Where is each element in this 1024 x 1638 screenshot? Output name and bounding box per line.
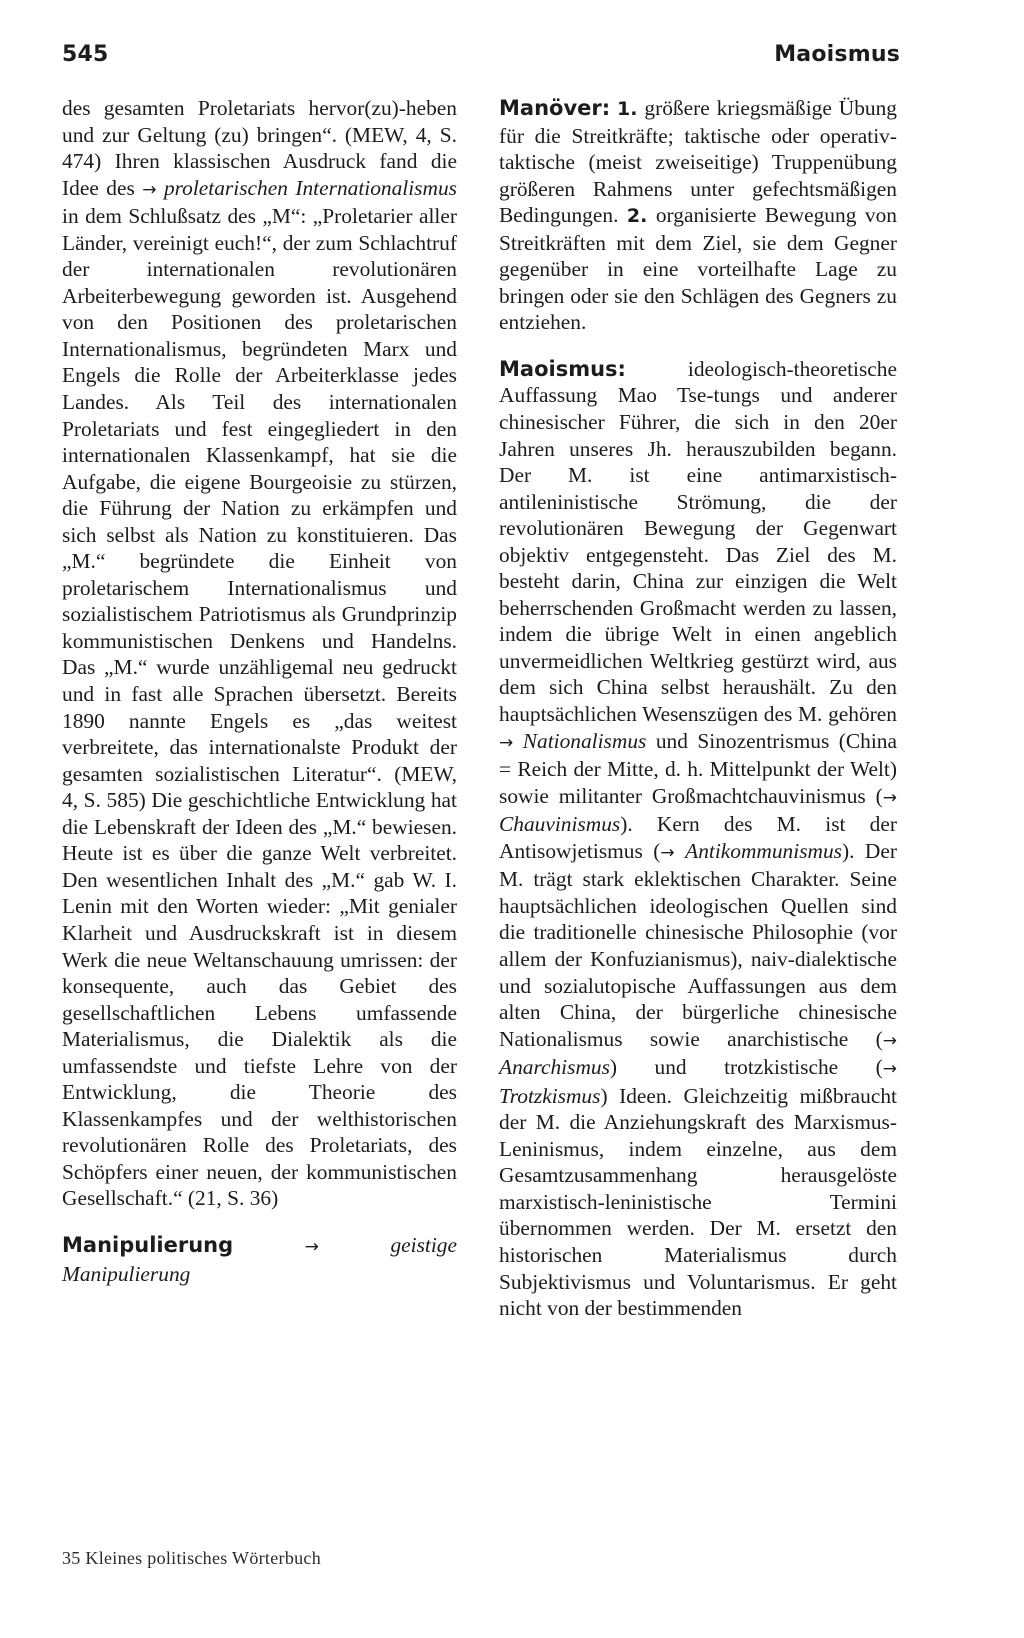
cross-reference-arrow-icon: →: [882, 1030, 897, 1051]
body-text: und Sinozentrismus (China = Reich der Mitte, d. h. Mittelpunkt der Welt) sowie militanter Großmachtchauvinismus (: [499, 728, 897, 808]
cross-reference-arrow-icon: →: [142, 179, 157, 200]
body-text: des gesamten Proletariats hervor(zu)-heben und zur Geltung (zu) bringen“. (MEW, 4, S. 474) Ihren klassischen Ausdruck fand die Idee des: [62, 96, 457, 200]
cross-reference-link[interactable]: Antikommunismus: [685, 838, 842, 863]
cross-reference-link[interactable]: geistige Manipulierung: [62, 1232, 457, 1286]
cross-reference-arrow-icon: →: [882, 1059, 897, 1080]
cross-reference-link[interactable]: Anarchismus: [499, 1055, 610, 1080]
body-text: in dem Schlußsatz des „M“: „Proletarier aller Länder, vereinigt euch!“, der zum Schlachtruf der internationalen revolutionären Arbeiterbewegung geworden ist. Ausgehend von den Positionen des proletarischen Internationalismus, begründeten Marx und Engels die Rolle der Arbeiterklasse jedes Landes. Als Teil des internationalen Proletariats und fest eingegliedert in den internationalen Klassenkampf, hat sie die Aufgabe, die eigene Bourgeoisie zu stürzen, die Führung der Nation zu erkämpfen und sich selbst als Nation zu konstituieren. Das „M.“ begründete die Einheit von proletarischem Internationalismus und sozialistischem Patriotismus als Grundprinzip kommunistischen Denkens und Handelns. Das „M.“ wurde unzähligemal neu gedruckt und in fast alle Sprachen übersetzt. Bereits 1890 nannte Engels es „das weitest verbreitete, das internationalste Produkt der gesamten sozialistischen Literatur“. (MEW, 4, S. 585) Die geschichtliche Entwicklung hat die Lebenskraft der Ideen des „M.“ bewiesen. Heute ist es über die ganze Welt verbreitet. Den wesentlichen Inhalt des „M.“ gab W. I. Lenin mit den Worten wieder: „Mit genialer Klarheit und Ausdruckskraft ist in diesem Werk die neue Weltanschauung umrissen: der konsequente, auch das Gebiet des gesellschaftlichen Lebens umfassende Materialismus, die Dialektik als die umfassendste und tiefste Lehre von der Entwicklung, die Theorie des Klassenkampfes und der welthistorischen revolutionären Rolle des Proletariats, des Schöpfers einer neuen, der kommunistischen Gesellschaft.“ (21, S. 36): [62, 204, 457, 1211]
dictionary-entry-manoever: [499, 95, 897, 336]
cross-reference-link[interactable]: Nationalismus: [522, 728, 647, 753]
body-text: ideologisch-theoretische Auffassung Mao Tse-tungs und anderer chinesischer Führer, die sich in den 20er Jahren unseres Jh. herauszubilden begann. Der M. ist eine antimarxistisch-antileninistische Strömung, die der revolutionären Bewegung der Gegenwart objektiv entgegensteht. Das Ziel des M. besteht darin, China zur einzigen die Welt beherrschenden Großmacht werden zu lassen, indem die übrige Welt in einen angeblich unvermeidlichen Weltkrieg gestürzt wird, aus dem sich China selbst heraushält. Zu den hauptsächlichen Wesenszügen des M. gehören: [499, 356, 897, 727]
cross-reference-arrow-icon: →: [660, 842, 675, 863]
body-text: ) Ideen. Gleichzeitig mißbraucht der M. die Anziehungskraft des Marxismus-Leninismus, indem einzelne, aus dem Gesamtzusammenhang herausgelöste marxistisch-leninistische Termini übernommen werden. Der M. ersetzt den historischen Materialismus durch Subjektivismus und Voluntarismus. Er geht nicht von der bestimmenden: [499, 1083, 897, 1321]
sense-number: 1.: [617, 98, 638, 120]
footer-signature: 35 Kleines politisches Wörterbuch: [62, 1548, 322, 1568]
running-head: Maoismus: [774, 42, 900, 67]
cross-reference-arrow-icon: →: [499, 732, 514, 753]
dictionary-entry-maoismus: [499, 356, 897, 1322]
page-number: 545: [62, 42, 109, 67]
cross-reference-link[interactable]: Chauvinismus: [499, 812, 621, 837]
entry-term: Manöver:: [499, 96, 611, 120]
entry-term: Maoismus:: [499, 356, 626, 381]
cross-reference-arrow-icon: →: [304, 1236, 319, 1257]
sense-number: 2.: [626, 205, 648, 228]
cross-reference-arrow-icon: →: [882, 787, 897, 808]
right-column: [499, 95, 897, 1322]
body-text: organisierte Bewegung von Streitkräften mit dem Ziel, sie dem Gegner gegenüber in eine vorteilhafte Lage zu bringen oder sie den Schlägen des Gegners zu entziehen.: [499, 203, 897, 335]
dictionary-entry-manipulierung: [62, 1232, 457, 1287]
body-text: größere kriegsmäßige Übung für die Streitkräfte; taktische oder operativ-taktische (meist zweiseitige) Truppenübung größeren Rahmens unter gefechtsmäßigen Bedingungen.: [499, 96, 897, 228]
body-text: ) und trotzkistische (: [609, 1055, 883, 1080]
body-text: ). Kern des M. ist der Antisowjetismus (: [499, 812, 897, 863]
cross-reference-link[interactable]: proletarischen Internationalismus: [163, 175, 457, 200]
cross-reference-link[interactable]: Trotzkismus: [499, 1083, 601, 1108]
left-column: [62, 95, 457, 1287]
entry-term: Manipulierung: [62, 1232, 234, 1257]
body-text: ). Der M. trägt stark eklektischen Charakter. Seine hauptsächlichen ideologischen Quellen sind die traditionelle chinesische Philosophie (vor allem der Konfuzianismus), naiv-dialektische und sozialutopische Auffassungen aus dem alten China, der bürgerliche chinesische Nationalismus sowie anarchistische (: [499, 838, 897, 1051]
manifest-entry-continuation: [62, 95, 457, 1212]
